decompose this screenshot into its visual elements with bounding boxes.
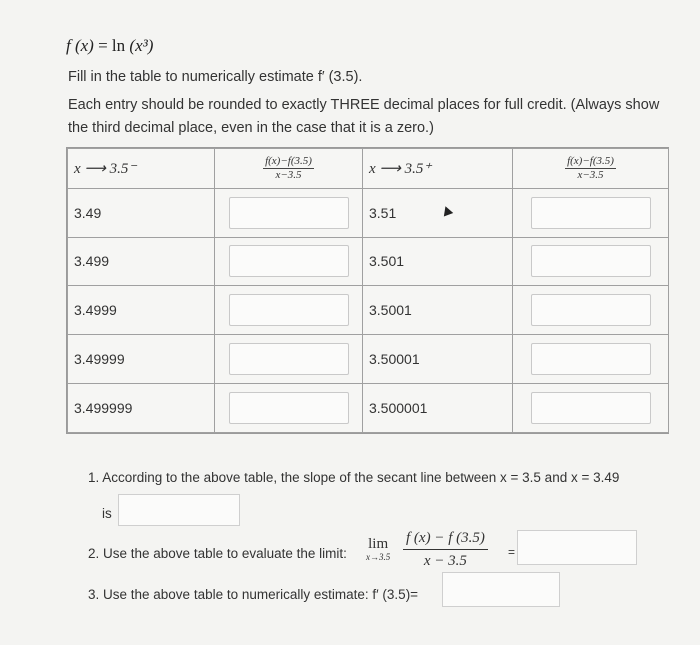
- x-left-value: 3.4999: [68, 286, 215, 335]
- header-x-left: [68, 149, 215, 189]
- question-1-is: is: [102, 506, 112, 521]
- x-left-value: 3.499: [68, 237, 215, 286]
- table-row: [68, 188, 669, 237]
- answer-input-left[interactable]: [229, 343, 349, 375]
- estimation-table: [66, 147, 669, 434]
- answer-input-left[interactable]: [229, 392, 349, 424]
- answer-input-right[interactable]: [531, 343, 651, 375]
- x-left-value: 3.49: [68, 188, 215, 237]
- x-right-value: 3.501: [363, 237, 513, 286]
- limit-equals: =: [508, 545, 516, 559]
- header-quotient-right: [513, 149, 669, 189]
- x-left-value: 3.49999: [68, 335, 215, 384]
- answer-input-right[interactable]: [531, 392, 651, 424]
- function-lhs: f (x): [66, 36, 94, 55]
- answer-input-right[interactable]: [531, 197, 651, 229]
- limit-lim: lim: [368, 536, 389, 552]
- question-2-text: 2. Use the above table to evaluate the limit:: [88, 546, 347, 561]
- table-row: [68, 237, 669, 286]
- header-quotient-left: [215, 149, 363, 189]
- limit-denominator: x − 3.5: [423, 553, 467, 569]
- rounding-note: Each entry should be rounded to exactly THREE decimal places for full credit. (Always show the third decimal place, even in the case that it is a zero.): [68, 97, 660, 136]
- x-right-value: 3.50001: [363, 335, 513, 384]
- answer-input-right[interactable]: [531, 245, 651, 277]
- limit-operator: [366, 536, 390, 562]
- x-right-value: 3.5001: [363, 286, 513, 335]
- x-right-value: 3.51: [363, 188, 513, 237]
- table-header-row: [68, 149, 669, 189]
- answer-input-left[interactable]: [229, 245, 349, 277]
- header-frac-num-left: f(x)−f(3.5): [265, 154, 312, 167]
- question-1-answer-input[interactable]: [118, 494, 240, 526]
- table-row: [68, 335, 669, 384]
- header-x-right-label: x ⟶ 3.5⁺: [369, 160, 432, 177]
- function-arg: (x³): [129, 36, 154, 55]
- table-row: [68, 286, 669, 335]
- x-right-value: 3.500001: [363, 384, 513, 433]
- limit-numerator: f (x) − f (3.5): [403, 530, 488, 550]
- header-frac-den-left: x−3.5: [275, 168, 302, 181]
- limit-fraction: [403, 530, 488, 570]
- question-3-text: 3. Use the above table to numerically estimate: f′ (3.5)=: [88, 587, 419, 602]
- header-frac-den-right: x−3.5: [577, 168, 604, 181]
- answer-input-right[interactable]: [531, 294, 651, 326]
- x-left-value: 3.499999: [68, 384, 215, 433]
- function-definition: [66, 36, 153, 56]
- question-1-text: 1. According to the above table, the slope of the secant line between x = 3.5 and x = 3.49: [88, 470, 620, 485]
- question-2-answer-input[interactable]: [517, 530, 637, 565]
- limit-subscript: x→3.5: [366, 552, 391, 562]
- question-3-answer-input[interactable]: [442, 572, 560, 607]
- instruction-text: Fill in the table to numerically estimate f′ (3.5).: [68, 69, 363, 85]
- header-frac-num-right: f(x)−f(3.5): [567, 154, 614, 167]
- header-x-left-label: x ⟶ 3.5⁻: [74, 160, 137, 177]
- answer-input-left[interactable]: [229, 294, 349, 326]
- function-eq: = ln: [93, 36, 130, 55]
- table-row: [68, 384, 669, 433]
- header-x-right: [363, 149, 513, 189]
- answer-input-left[interactable]: [229, 197, 349, 229]
